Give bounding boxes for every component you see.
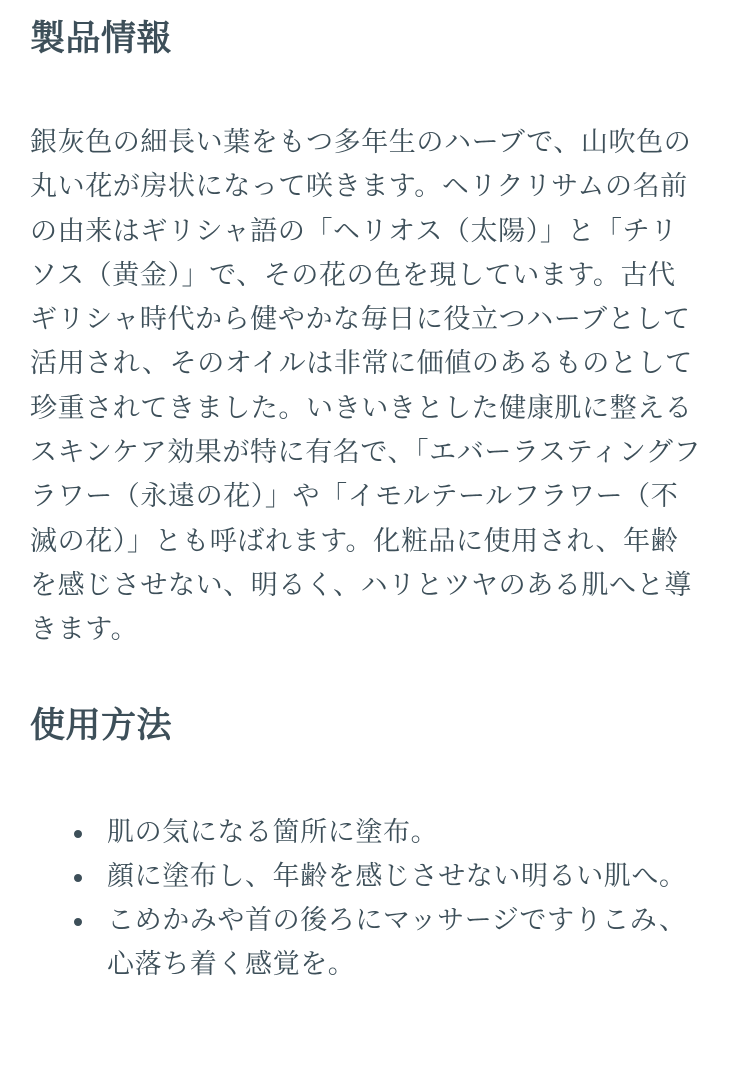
usage-item-text: こめかみや首の後ろにマッサージですりこみ、心落ち着く感覚を。 [107,905,687,981]
product-info-heading: 製品情報 [30,19,173,59]
usage-list-item [74,899,703,988]
bullet-icon [74,918,82,926]
usage-list-item [74,855,703,899]
usage-list [30,811,703,988]
product-description: 銀灰色の細長い葉をもつ多年生のハーブで、山吹色の丸い花が房状になって咲きます。ヘリクリサムの名前の由来はギリシャ語の「ヘリオス（太陽）」と「チリソス（黄金）」で、その花の色を現しています。古代ギリシャ時代から健やかな毎日に役立つハーブとして活用され、そのオイルは非常に価値のあるものとして珍重されてきました。いきいきとした健康肌に整えるスキンケア効果が特に有名で、「エバーラスティングフラワー（永遠の花）」や「イモルテールフラワー（不滅の花）」とも呼ばれます。化粧品に使用され、年齢を感じさせない、明るく、ハリとツヤのある肌へと導きます。 [30,127,702,646]
usage-item-text: 肌の気になる箇所に塗布。 [107,816,439,848]
bullet-icon [74,830,82,838]
usage-heading: 使用方法 [30,705,173,746]
usage-item-text: 顔に塗布し、年齢を感じさせない明るい肌へ。 [107,860,687,892]
bullet-icon [74,874,82,882]
usage-list-item [74,811,703,855]
